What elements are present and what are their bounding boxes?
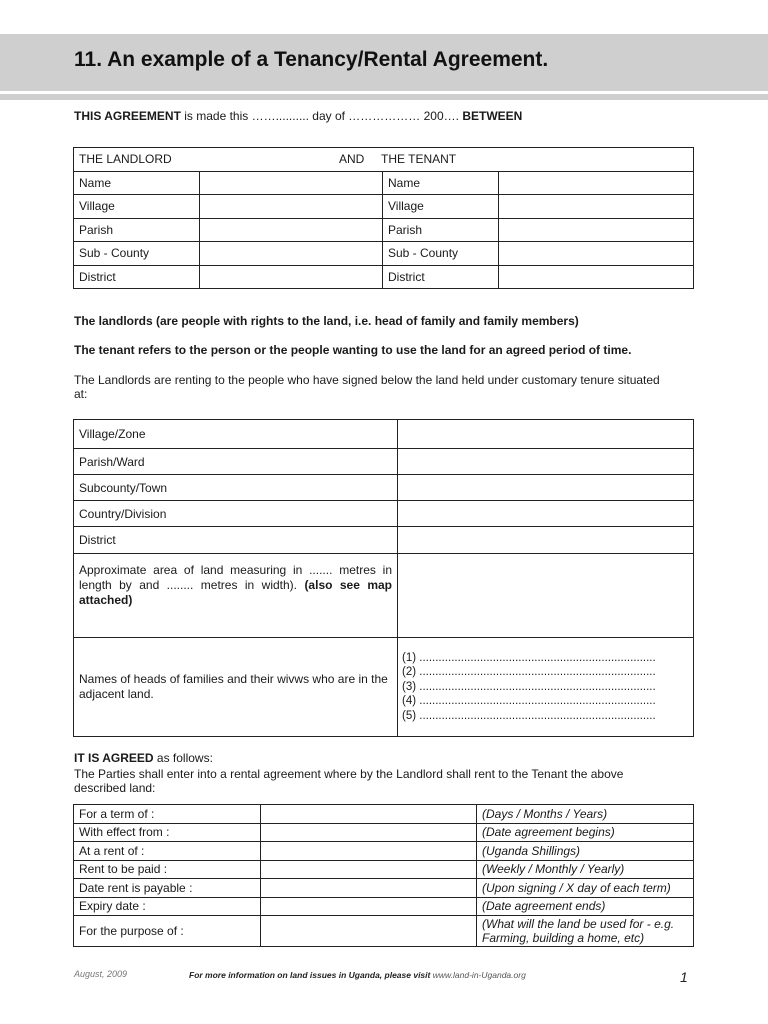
intro-between: BETWEEN: [462, 109, 523, 123]
land-details-table: [73, 419, 694, 737]
heads-of-families-label: Names of heads of families and their wivws who are in the adjacent land.: [74, 638, 398, 737]
village-zone-field[interactable]: [398, 420, 694, 449]
tenant-field-label: Village: [383, 195, 499, 219]
term-value-field[interactable]: [261, 879, 477, 898]
table-row: [74, 916, 694, 947]
tenant-subcounty-field[interactable]: [499, 242, 694, 266]
subcounty-town-field[interactable]: [398, 475, 694, 501]
land-area-text: Approximate area of land measuring in ....... metres in length by and ........ metres in width).: [79, 563, 392, 592]
land-row-label: Country/Division: [74, 501, 398, 527]
term-value-field[interactable]: [261, 805, 477, 824]
footer-link[interactable]: www.land-in-Uganda.org: [432, 970, 526, 980]
term-hint: (Uganda Shillings): [477, 842, 694, 861]
table-row: [74, 218, 694, 242]
list-item: (2) ..........................................................................: [402, 666, 656, 679]
landlord-name-field[interactable]: [200, 171, 383, 195]
term-label: Date rent is payable :: [74, 879, 261, 898]
landlord-district-field[interactable]: [200, 265, 383, 289]
land-row-label: Village/Zone: [74, 420, 398, 449]
landlord-village-field[interactable]: [200, 195, 383, 219]
term-hint: (Days / Months / Years): [477, 805, 694, 824]
agreed-heading-line: [74, 751, 213, 765]
terms-table: [73, 804, 694, 947]
tenant-village-field[interactable]: [499, 195, 694, 219]
table-row: [74, 823, 694, 842]
term-label: For the purpose of :: [74, 916, 261, 947]
table-row: [74, 475, 694, 501]
land-row-label: Subcounty/Town: [74, 475, 398, 501]
intro-lead: THIS AGREEMENT: [74, 109, 181, 123]
term-value-field[interactable]: [261, 897, 477, 916]
landlord-field-label: Village: [74, 195, 200, 219]
table-row: [74, 879, 694, 898]
table-row: [74, 805, 694, 824]
district-field[interactable]: [398, 527, 694, 554]
tenant-definition: The tenant refers to the person or the people wanting to use the land for an agreed period of time.: [74, 343, 632, 357]
term-label: At a rent of :: [74, 842, 261, 861]
term-hint: (What will the land be used for - e.g. Farming, building a home, etc): [477, 916, 694, 947]
landlords-definition: The landlords (are people with rights to the land, i.e. head of family and family members): [74, 314, 579, 328]
header-rule: [0, 94, 768, 100]
country-division-field[interactable]: [398, 501, 694, 527]
tenant-parish-field[interactable]: [499, 218, 694, 242]
term-hint: (Weekly / Monthly / Yearly): [477, 860, 694, 879]
term-label: Expiry date :: [74, 897, 261, 916]
intro-middle: is made this …….......... day of ……………… 200….: [180, 109, 463, 123]
term-value-field[interactable]: [261, 823, 477, 842]
table-row: [74, 265, 694, 289]
footer-info-text: For more information on land issues in Uganda, please visit: [189, 970, 433, 980]
table-row: [74, 842, 694, 861]
page-title: 11. An example of a Tenancy/Rental Agreement.: [74, 48, 549, 71]
table-row: [74, 449, 694, 475]
table-row: [74, 638, 694, 737]
map-attached-note: (also see map attached): [79, 578, 392, 607]
tenant-name-field[interactable]: [499, 171, 694, 195]
tenant-field-label: District: [383, 265, 499, 289]
term-label: For a term of :: [74, 805, 261, 824]
table-row: [74, 860, 694, 879]
table-row: [74, 195, 694, 219]
agreed-heading: IT IS AGREED: [74, 751, 154, 765]
tenant-heading: THE TENANT: [381, 152, 457, 167]
term-value-field[interactable]: [261, 916, 477, 947]
tenant-field-label: Parish: [383, 218, 499, 242]
and-label: AND: [339, 152, 365, 167]
situated-text: The Landlords are renting to the people who have signed below the land held under customary tenure situated at:: [74, 373, 660, 401]
landlord-heading: THE LANDLORD: [79, 152, 172, 167]
term-hint: (Date agreement ends): [477, 897, 694, 916]
landlord-field-label: Sub - County: [74, 242, 200, 266]
tenant-field-label: Sub - County: [383, 242, 499, 266]
list-item: (3) ..........................................................................: [402, 680, 656, 693]
page-number: 1: [680, 969, 688, 985]
term-label: With effect from :: [74, 823, 261, 842]
tenant-field-label: Name: [383, 171, 499, 195]
parties-header-row: [74, 148, 694, 172]
table-row: [74, 501, 694, 527]
term-label: Rent to be paid :: [74, 860, 261, 879]
table-row: [74, 527, 694, 554]
agreed-text: The Parties shall enter into a rental agreement where by the Landlord shall rent to the Tenant the above described land:: [74, 767, 624, 795]
term-hint: (Upon signing / X day of each term): [477, 879, 694, 898]
heads-of-families-list[interactable]: [398, 638, 694, 737]
landlord-subcounty-field[interactable]: [200, 242, 383, 266]
land-row-label: District: [74, 527, 398, 554]
term-value-field[interactable]: [261, 842, 477, 861]
table-row: [74, 897, 694, 916]
list-item: (4) ..........................................................................: [402, 695, 656, 708]
land-area-field[interactable]: [398, 554, 694, 638]
table-row: [74, 242, 694, 266]
table-row: [74, 554, 694, 638]
term-value-field[interactable]: [261, 860, 477, 879]
list-item: (5) ..........................................................................: [402, 709, 656, 722]
land-row-label: Parish/Ward: [74, 449, 398, 475]
footer-info: [189, 970, 526, 980]
agreed-heading-tail: as follows:: [153, 751, 213, 765]
landlord-field-label: Parish: [74, 218, 200, 242]
term-hint: (Date agreement begins): [477, 823, 694, 842]
table-row: [74, 420, 694, 449]
landlord-field-label: Name: [74, 171, 200, 195]
list-item: (1) ..........................................................................: [402, 651, 656, 664]
tenant-district-field[interactable]: [499, 265, 694, 289]
footer-date: August, 2009: [74, 969, 128, 979]
landlord-field-label: District: [74, 265, 200, 289]
parties-table: [73, 147, 694, 289]
parish-ward-field[interactable]: [398, 449, 694, 475]
land-area-label: [74, 554, 398, 638]
landlord-parish-field[interactable]: [200, 218, 383, 242]
table-row: [74, 171, 694, 195]
agreement-intro: [74, 109, 522, 123]
